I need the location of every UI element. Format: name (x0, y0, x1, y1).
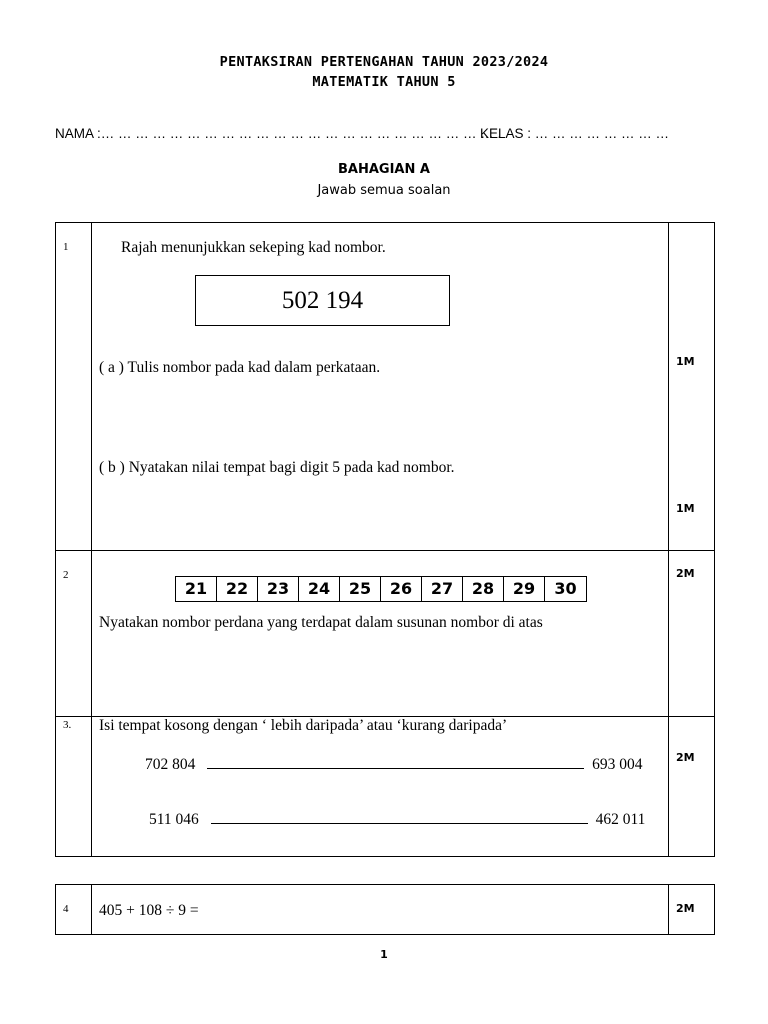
sequence-number: 29 (504, 577, 545, 601)
question-number: 4 (63, 903, 69, 915)
answer-blank[interactable] (211, 807, 588, 824)
question-text: 405 + 108 ÷ 9 = (99, 902, 199, 919)
sequence-number: 28 (463, 577, 504, 601)
question-text: Nyatakan nombor perdana yang terdapat dalam susunan nombor di atas (99, 614, 543, 631)
mark-label: 1M (676, 502, 695, 515)
sequence-number: 30 (554, 579, 577, 598)
page-number: 1 (380, 948, 388, 961)
sequence-number: 23 (258, 577, 299, 601)
mark-label: 1M (676, 355, 695, 368)
sequence-number: 27 (422, 577, 463, 601)
question-part-a: ( a ) Tulis nombor pada kad dalam perkataan. (99, 359, 381, 376)
question-row-3 (56, 717, 715, 857)
mark-label: 2M (676, 751, 695, 764)
sequence-number: 21 (176, 577, 217, 601)
question-number: 2 (63, 569, 69, 581)
comparison-left-value: 511 046 (149, 811, 199, 828)
sequence-number: 24 (299, 577, 340, 601)
mark-label: 2M (676, 567, 695, 580)
section-title: BAHAGIAN A (338, 162, 430, 177)
question-stem: Rajah menunjukkan sekeping kad nombor. (121, 239, 386, 256)
answer-blank[interactable] (207, 752, 584, 769)
number-sequence (175, 576, 587, 602)
section-instruction: Jawab semua soalan (317, 183, 451, 198)
question-row-2 (56, 551, 715, 717)
question-table-4 (55, 884, 715, 935)
question-number: 1 (63, 241, 69, 253)
comparison-left-value: 702 804 (145, 756, 196, 773)
mark-label: 2M (676, 902, 695, 915)
sequence-number: 25 (340, 577, 381, 601)
question-row-4 (56, 885, 715, 935)
name-field: NAMA :… … … … … … … … … … … … … … … … … … … … … … … . (55, 126, 502, 141)
comparison-row-2 (149, 807, 645, 829)
question-part-b: ( b ) Nyatakan nilai tempat bagi digit 5 pada kad nombor. (99, 459, 455, 476)
question-table (55, 222, 715, 857)
comparison-row-1 (145, 752, 643, 774)
comparison-right-value: 462 011 (595, 811, 646, 828)
number-card: 502 194 (195, 275, 450, 326)
sequence-number: 26 (381, 577, 422, 601)
question-row-1 (56, 223, 715, 551)
question-text: Isi tempat kosong dengan ‘ lebih daripada’ atau ‘kurang daripada’ (99, 717, 508, 734)
comparison-right-value: 693 004 (592, 756, 643, 773)
exam-title: PENTAKSIRAN PERTENGAHAN TAHUN 2023/2024 (219, 54, 549, 70)
question-number: 3. (63, 719, 72, 731)
sequence-number: 22 (217, 577, 258, 601)
class-field: KELAS : … … … … … … … … (480, 126, 670, 141)
exam-subject: MATEMATIK TAHUN 5 (312, 74, 456, 90)
